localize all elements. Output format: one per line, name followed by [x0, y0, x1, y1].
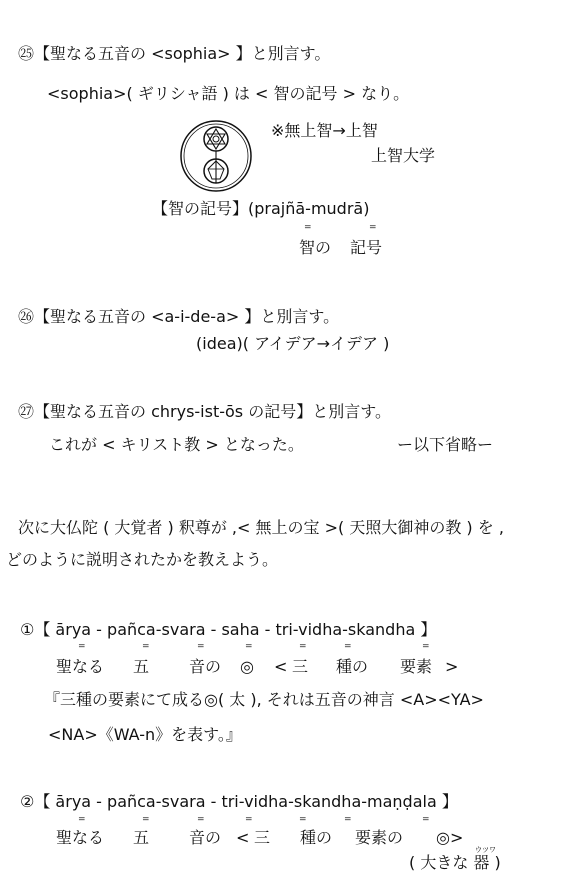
gloss-word: 要素の [355, 828, 404, 847]
gloss-word: > [445, 657, 459, 676]
wisdom-emblem-icon [179, 117, 253, 195]
equals-mark: = [142, 815, 150, 825]
gloss-word: ◎> [436, 828, 464, 847]
section-25-note-2: 上智大学 [371, 146, 436, 165]
gloss-word: ◎ [240, 657, 254, 676]
gloss-word: < [236, 828, 250, 847]
equals-mark: = [78, 642, 86, 652]
equals-mark: = [369, 223, 377, 233]
gloss-word: 三 [292, 657, 309, 676]
gloss-word: 種の [300, 828, 333, 847]
section-25-caption: 【智の記号】(prajñā-mudrā) [152, 199, 370, 218]
gloss-word: 三 [254, 828, 271, 847]
gloss-word: 要素 [400, 657, 433, 676]
equals-mark: = [422, 815, 430, 825]
item-1-quote-line-2: <NA>《WA-n》を表す。』 [48, 725, 242, 744]
gloss-word: 聖なる [56, 657, 105, 676]
section-26-heading: ㉖【聖なる五音の <a-i-de-a> 】と別言す。 [18, 307, 340, 326]
section-25-body: <sophia>( ギリシャ語 ) は < 智の記号 > なり。 [47, 84, 410, 103]
gloss-word: 音の [189, 657, 222, 676]
section-27-heading: ㉗【聖なる五音の chrys-ist-ōs の記号】と別言す。 [18, 402, 391, 421]
item-1-sanskrit: ①【 ārya - pañca-svara - saha - tri-vidha-skandha 】 [20, 620, 437, 639]
gloss-word: < [274, 657, 288, 676]
equals-mark: = [245, 642, 253, 652]
equals-mark: = [304, 223, 312, 233]
gloss-word: 智の [299, 238, 332, 257]
equals-mark: = [245, 815, 253, 825]
item-1-quote-line-1: 『三種の要素にて成る◎( 太 ), それは五音の神言 <A><YA> [44, 690, 484, 709]
equals-mark: = [78, 815, 86, 825]
gloss-word: 音の [189, 828, 222, 847]
item-2-sanskrit: ②【 ārya - pañca-svara - tri-vidha-skandha-maṇḍala 】 [20, 792, 458, 811]
intro-line-1: 次に大仏陀 ( 大覚者 ) 釈尊が ,< 無上の宝 >( 天照大御神の教 ) を , [18, 518, 504, 537]
equals-mark: = [299, 642, 307, 652]
gloss-word: 記号 [350, 238, 383, 257]
equals-mark: = [299, 815, 307, 825]
equals-mark: = [344, 642, 352, 652]
section-25-note-1: ※無上智→上智 [271, 121, 378, 140]
section-25-heading: ㉕【聖なる五音の <sophia> 】と別言す。 [18, 44, 331, 63]
equals-mark: = [422, 642, 430, 652]
section-26-body: (idea)( アイデア→イデア ) [196, 334, 390, 353]
gloss-word: 五 [133, 657, 150, 676]
equals-mark: = [197, 642, 205, 652]
intro-line-2: どのように説明されたかを教えよう。 [6, 550, 279, 569]
gloss-word: 種の [336, 657, 369, 676]
gloss-word: 聖なる [56, 828, 105, 847]
equals-mark: = [344, 815, 352, 825]
omission-note: ー以下省略ー [397, 435, 494, 454]
furigana: ウツワ [475, 846, 496, 854]
equals-mark: = [142, 642, 150, 652]
item-2-gloss-note: ( 大きな 器 ) [409, 853, 501, 872]
section-27-body: これが < キリスト教 > となった。 [49, 435, 304, 454]
gloss-word: 五 [133, 828, 150, 847]
equals-mark: = [197, 815, 205, 825]
